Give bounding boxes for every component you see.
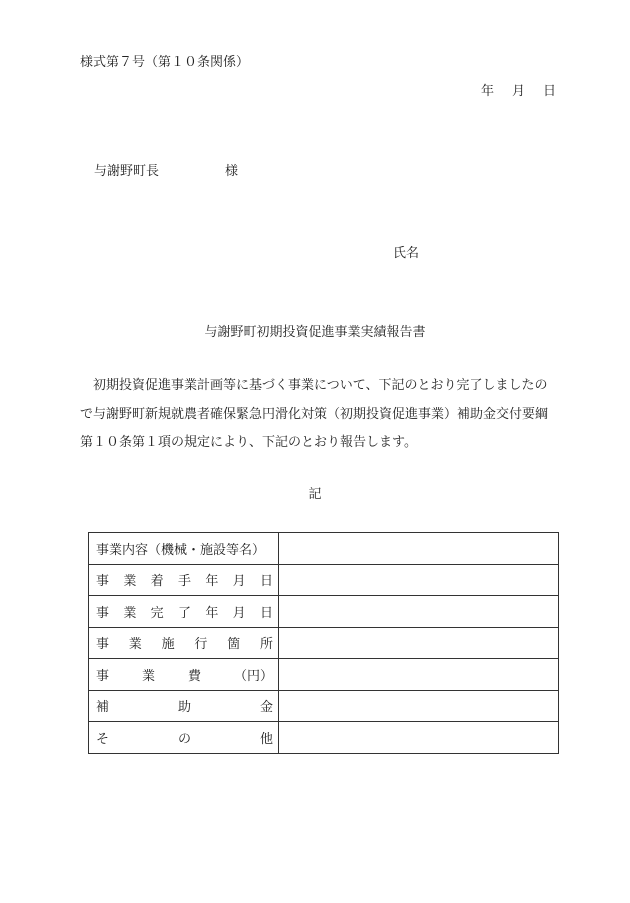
- label-char: 日: [259, 605, 273, 621]
- label-char: 他: [259, 731, 273, 747]
- applicant-name-label: 氏名: [393, 246, 420, 261]
- label-char: （円）: [233, 668, 273, 684]
- label-char: 箇: [227, 637, 241, 653]
- row-value-location[interactable]: [279, 627, 559, 659]
- date-day: 日: [542, 84, 556, 99]
- label-char: 業: [128, 637, 142, 653]
- addressee: [94, 160, 238, 179]
- row-value-start-date[interactable]: [279, 564, 559, 596]
- date-year: 年: [480, 84, 494, 99]
- date-month: 月: [511, 84, 525, 99]
- report-table: [88, 532, 559, 754]
- table-row: [89, 533, 559, 565]
- label-char: 施: [161, 637, 175, 653]
- label-char: 補: [96, 700, 110, 716]
- label-char: 行: [194, 637, 208, 653]
- label-char: 助: [177, 700, 191, 716]
- row-label-completion-date: [89, 596, 279, 628]
- form-number: 様式第７号（第１０条関係）: [80, 55, 250, 70]
- label-char: そ: [96, 731, 110, 747]
- label-char: 完: [150, 605, 164, 621]
- row-label-other: [89, 722, 279, 754]
- row-value-subsidy[interactable]: [279, 690, 559, 722]
- body-text: [80, 372, 560, 458]
- label-char: 業: [123, 605, 137, 621]
- row-label-content: 事業内容（機械・施設等名）: [89, 533, 279, 565]
- row-value-content[interactable]: [279, 533, 559, 565]
- row-label-subsidy: [89, 690, 279, 722]
- table-row: [89, 722, 559, 754]
- table-row: [89, 564, 559, 596]
- label-char: 事: [96, 637, 110, 653]
- label-char: 業: [141, 668, 155, 684]
- label-char: 費: [187, 668, 201, 684]
- label-char: 年: [205, 574, 219, 590]
- row-value-other[interactable]: [279, 722, 559, 754]
- label-char: 業: [123, 574, 137, 590]
- row-label-location: [89, 627, 279, 659]
- row-value-completion-date[interactable]: [279, 596, 559, 628]
- table-row: [89, 659, 559, 691]
- ki-heading: 記: [308, 487, 322, 502]
- label-char: 金: [259, 700, 273, 716]
- label-char: 月: [232, 605, 246, 621]
- date-line: [481, 80, 556, 99]
- addressee-honorific: 様: [225, 164, 239, 179]
- row-value-cost[interactable]: [279, 659, 559, 691]
- row-label-cost: [89, 659, 279, 691]
- label-char: 所: [259, 637, 273, 653]
- label-char: 事: [96, 668, 110, 684]
- label-char: 事: [96, 574, 110, 590]
- label-char: 了: [177, 605, 191, 621]
- label-char: 年: [205, 605, 219, 621]
- label-char: 日: [259, 574, 273, 590]
- row-label-start-date: [89, 564, 279, 596]
- table-row: [89, 690, 559, 722]
- addressee-name: 与謝野町長: [94, 164, 160, 179]
- label-char: 着: [150, 574, 164, 590]
- report-title: 与謝野町初期投資促進事業実績報告書: [204, 325, 426, 340]
- label-char: の: [177, 731, 191, 747]
- label-char: 月: [232, 574, 246, 590]
- table-row: [89, 627, 559, 659]
- label-char: 手: [177, 574, 191, 590]
- label-char: 事: [96, 605, 110, 621]
- body-paragraph: 初期投資促進事業計画等に基づく事業について、下記のとおり完了しましたので与謝野町新規就農者確保緊急円滑化対策（初期投資促進事業）補助金交付要綱第１０条第１項の規定により、下記のとおり報告します。: [80, 378, 549, 450]
- table-row: [89, 596, 559, 628]
